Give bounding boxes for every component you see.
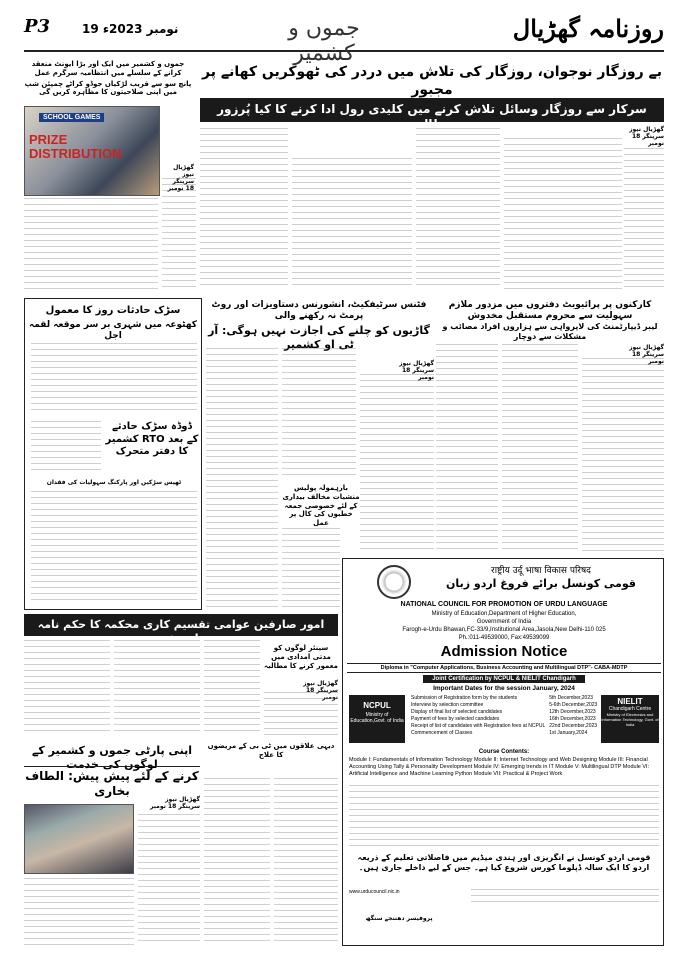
- table-row: [409, 702, 599, 709]
- ncpul-logo-box: [349, 695, 405, 743]
- lead-col-5: [624, 148, 664, 290]
- ad-ministry-1: Ministry of Education,Department of Higher Education,: [431, 611, 577, 617]
- ad-ministry-2: Government of India: [476, 619, 532, 625]
- photo-banner-text: PRIZE DISTRIBUTION: [29, 132, 122, 161]
- labour-headline: کارکنوں پر پرائیویٹ دفتروں میں مزدور ملازم سہولیت سے محروم مستقبل مخدوش: [448, 300, 652, 322]
- nielit-label: NIELIT: [617, 697, 643, 706]
- dates-table: [409, 695, 599, 737]
- photo-banner: SCHOOL GAMES: [39, 113, 104, 122]
- newspaper-page: [24, 8, 664, 953]
- accident-subhead: کھٹوعہ میں شہری بر سر موقعہ لقمہ اجل: [28, 319, 198, 341]
- party-headline: کرنے کے لئے پیش پیش: الطاف بخاری: [24, 766, 200, 799]
- labour-col-2: [502, 344, 578, 552]
- baramulla-headline: بارہمولہ پولیس منشیات مخالف بیداری کے لئے خصوصی جمعہ خطبوں کی کال پر عمل: [282, 484, 360, 527]
- ad-urdu-details: [349, 785, 659, 847]
- ad-hindi-name: राष्ट्रीय उर्दू भाषा विकास परिषद: [491, 566, 591, 576]
- ad-phone: Ph.:011-49539000, Fax:49539099: [458, 635, 550, 641]
- fitness-subhead: گاڑیوں کو چلنے کی اجازت نہیں ہوگی: آر ٹی او کشمیر: [208, 324, 430, 351]
- table-row: [409, 716, 599, 723]
- date-label: Interview by selection committee: [411, 702, 484, 708]
- masthead: روزنامہ گھڑیال: [512, 14, 664, 43]
- date-label: Commencement of Classes: [411, 730, 473, 736]
- lead-col-1: [200, 128, 288, 290]
- accident-text-3: [31, 491, 197, 603]
- party-col-2: [24, 878, 134, 946]
- accident-text-2: [31, 421, 101, 473]
- page-header: [24, 8, 664, 66]
- ncpul-advertisement: [342, 558, 664, 946]
- ad-dates-title: Important Dates for the session January, 2024: [433, 685, 575, 692]
- bukhari-photo: [24, 804, 134, 874]
- lower-col-1: [24, 640, 110, 736]
- hospital-byline: گھڑیال نیوز سرینگر 18 نومبر: [303, 680, 338, 701]
- sports-col-2: [24, 198, 158, 290]
- ad-org-name: NATIONAL COUNCIL FOR PROMOTION OF URDU LANGUAGE: [400, 601, 608, 608]
- lead-col-2: [292, 158, 412, 290]
- labour-subhead: لیبر ڈیپارٹمنٹ کی لاپرواہی سے ہزاروں افراد مصائب و مشکلات سے دوچار: [442, 322, 658, 341]
- lower-col-2: [114, 640, 200, 736]
- table-row: [409, 730, 599, 737]
- party-byline: گھڑیال نیوز سرینگر 18 نومبر: [149, 796, 200, 810]
- fitness-col-3: [206, 348, 278, 608]
- accident-text: [31, 343, 197, 415]
- ad-urdu-note: قومی اردو کونسل نے انگریزی اور ہندی میڈیم میں فاصلاتی تعلیم کے ذریعہ اردو کا ایک سالہ ڈپلوما کورس شروع کیا ہے۔ جس کے لیے داخلے جاری ہیں۔: [357, 853, 651, 872]
- lower-col-3: [204, 640, 260, 736]
- course-text: Module I: Fundamentals of Information Technology Module II: Internet Technology and Web Designing Module III: Financial Accounting Using Tally & Personality Development Module IV: Emerging trends in IT Module V: Multilingual DTP Module VI: Artificial Intelligence and Machine Learning Python Module VII: Practical & Project Work: [349, 757, 650, 777]
- sports-photo: [24, 106, 160, 196]
- lower-headline: امور صارفین عوامی تقسیم کاری محکمہ کا حکم نامہ عوام دشمن: [24, 614, 338, 636]
- nielit-sub-2: Ministry of Electronics and Information Technology, Govt. of India: [601, 712, 659, 727]
- labour-byline: گھڑیال نیوز سرینگر 18 نومبر: [629, 344, 664, 365]
- date-value: 16th December,2023: [549, 716, 596, 722]
- ncpul-sub: Ministry of Education,Govt. of India: [350, 712, 404, 724]
- ad-urdu-name: قومی کونسل برائے فروغ اردو زبان: [446, 577, 636, 590]
- labour-col-1: [436, 344, 498, 552]
- date-value: 5-6th December,2023: [549, 702, 598, 708]
- tb-col-2: [274, 778, 338, 946]
- table-row: [409, 723, 599, 730]
- fitness-col-1: [360, 374, 434, 552]
- tb-headline: دیہی علاقوں میں ٹی بی کے مریضوں کا علاج: [207, 742, 335, 759]
- date-label: Submission of Registration form by the students: [411, 695, 518, 701]
- rto-headline: ڈوڈہ سڑک حادثے کے بعد RTO کشمیر کا دفتر متحرک: [105, 421, 199, 457]
- date-label: Display of final list of selected candidates: [411, 709, 503, 715]
- labour-col-3: [582, 358, 664, 552]
- date-value: 5th December,2023: [549, 695, 593, 701]
- party-col-1: [138, 814, 200, 946]
- tb-col-1: [204, 778, 270, 946]
- ad-footer-text: [471, 889, 659, 903]
- date-label: Receipt of list of candidates with Registration fees at NCPUL: [411, 723, 546, 729]
- date-value: 1st January,2024: [549, 730, 588, 736]
- hospital-col: [264, 692, 338, 736]
- nielit-logo-box: [601, 695, 659, 743]
- nielit-sub: Chandigarh Centre: [608, 706, 652, 712]
- sports-col-1: [162, 178, 196, 290]
- baramulla-col: [282, 528, 340, 608]
- lead-col-3: [416, 128, 500, 290]
- date-value: 22nd December,2023: [549, 723, 598, 729]
- page-number: P3: [24, 16, 51, 37]
- ad-address: Farogh-e-Urdu Bhawan,FC-33/9,Institutional Area,Jasola,New Delhi-110 025: [402, 627, 606, 633]
- fitness-byline: گھڑیال نیوز سرینگر 18 نومبر: [399, 360, 434, 381]
- ncpul-label: NCPUL: [363, 701, 391, 710]
- course-title: Course Contents:: [478, 749, 530, 755]
- table-row: [409, 709, 599, 716]
- ad-website: www.urducouncil.nic.in: [349, 889, 400, 895]
- party-subhead: اپنی پارٹی جموں و کشمیر کے لوگوں کی خدمت: [31, 744, 193, 771]
- ad-title: Admission Notice: [440, 643, 568, 660]
- region-title: جموں و کشمیر: [288, 16, 360, 66]
- sports-byline: گھڑیال نیوز سرینگر 18 نومبر: [167, 164, 194, 192]
- lead-headline: بے روزگار نوجوان، روزگار کی تلاش میں دردر کی ٹھوکریں کھانے پر مجبور: [202, 64, 662, 98]
- sports-subhead: پانچ سو سے قریب لڑکیاں جوڈو کراٹے چمپئن شپ میں اپنی صلاحیتوں کا مظاہرہ کریں گی: [24, 79, 192, 97]
- sports-header: [24, 60, 192, 104]
- issue-date: 19 نومبر 2023ء: [82, 22, 179, 36]
- fitness-col-2: [282, 348, 356, 478]
- date-value: 12th December,2023: [549, 709, 596, 715]
- fitness-headline: فٹنس سرٹیفکیٹ، انشورنس دستاویزات اور روٹ پرمٹ نہ رکھنے والی: [211, 300, 427, 322]
- hospital-headline: سینئر لوگوں کو مدتی امدادی میں معمور کرنے کا مطالبہ: [264, 644, 338, 670]
- ad-signature: پروفیسر دھننجے سنگھ: [365, 915, 433, 922]
- lead-subhead: سرکار سے روزگار وسائل تلاش کرنے میں کلیدی رول ادا کرنے کا کیا پُرزور مطالبہ: [200, 98, 664, 122]
- ad-diploma: Diploma in "Computer Applications, Business Accounting and Multilingual DTP"- CABA-MDTP: [347, 663, 661, 673]
- lead-byline: گھڑیال نیوز سرینگر 18 نومبر: [629, 126, 664, 147]
- parking-note: ٹھیس سڑکیں اور پارکنگ سہولیات کی فقدان: [46, 479, 182, 486]
- ncpul-seal: [377, 565, 411, 599]
- ad-joint-cert: Joint Certification by NCPUL & NIELIT Chandigarh: [423, 675, 585, 683]
- accident-box: [24, 298, 202, 610]
- sports-headline: جموں و کشمیر میں ایک اور بڑا ایونٹ منعقد کرانے کے سلسلے میں انتظامیہ سرگرم عمل: [31, 60, 185, 77]
- accident-headline: سڑک حادثات روز کا معمول: [45, 305, 181, 316]
- date-label: Payment of fees by selected candidates: [411, 716, 500, 722]
- table-row: [409, 695, 599, 702]
- lead-col-4: [504, 138, 622, 290]
